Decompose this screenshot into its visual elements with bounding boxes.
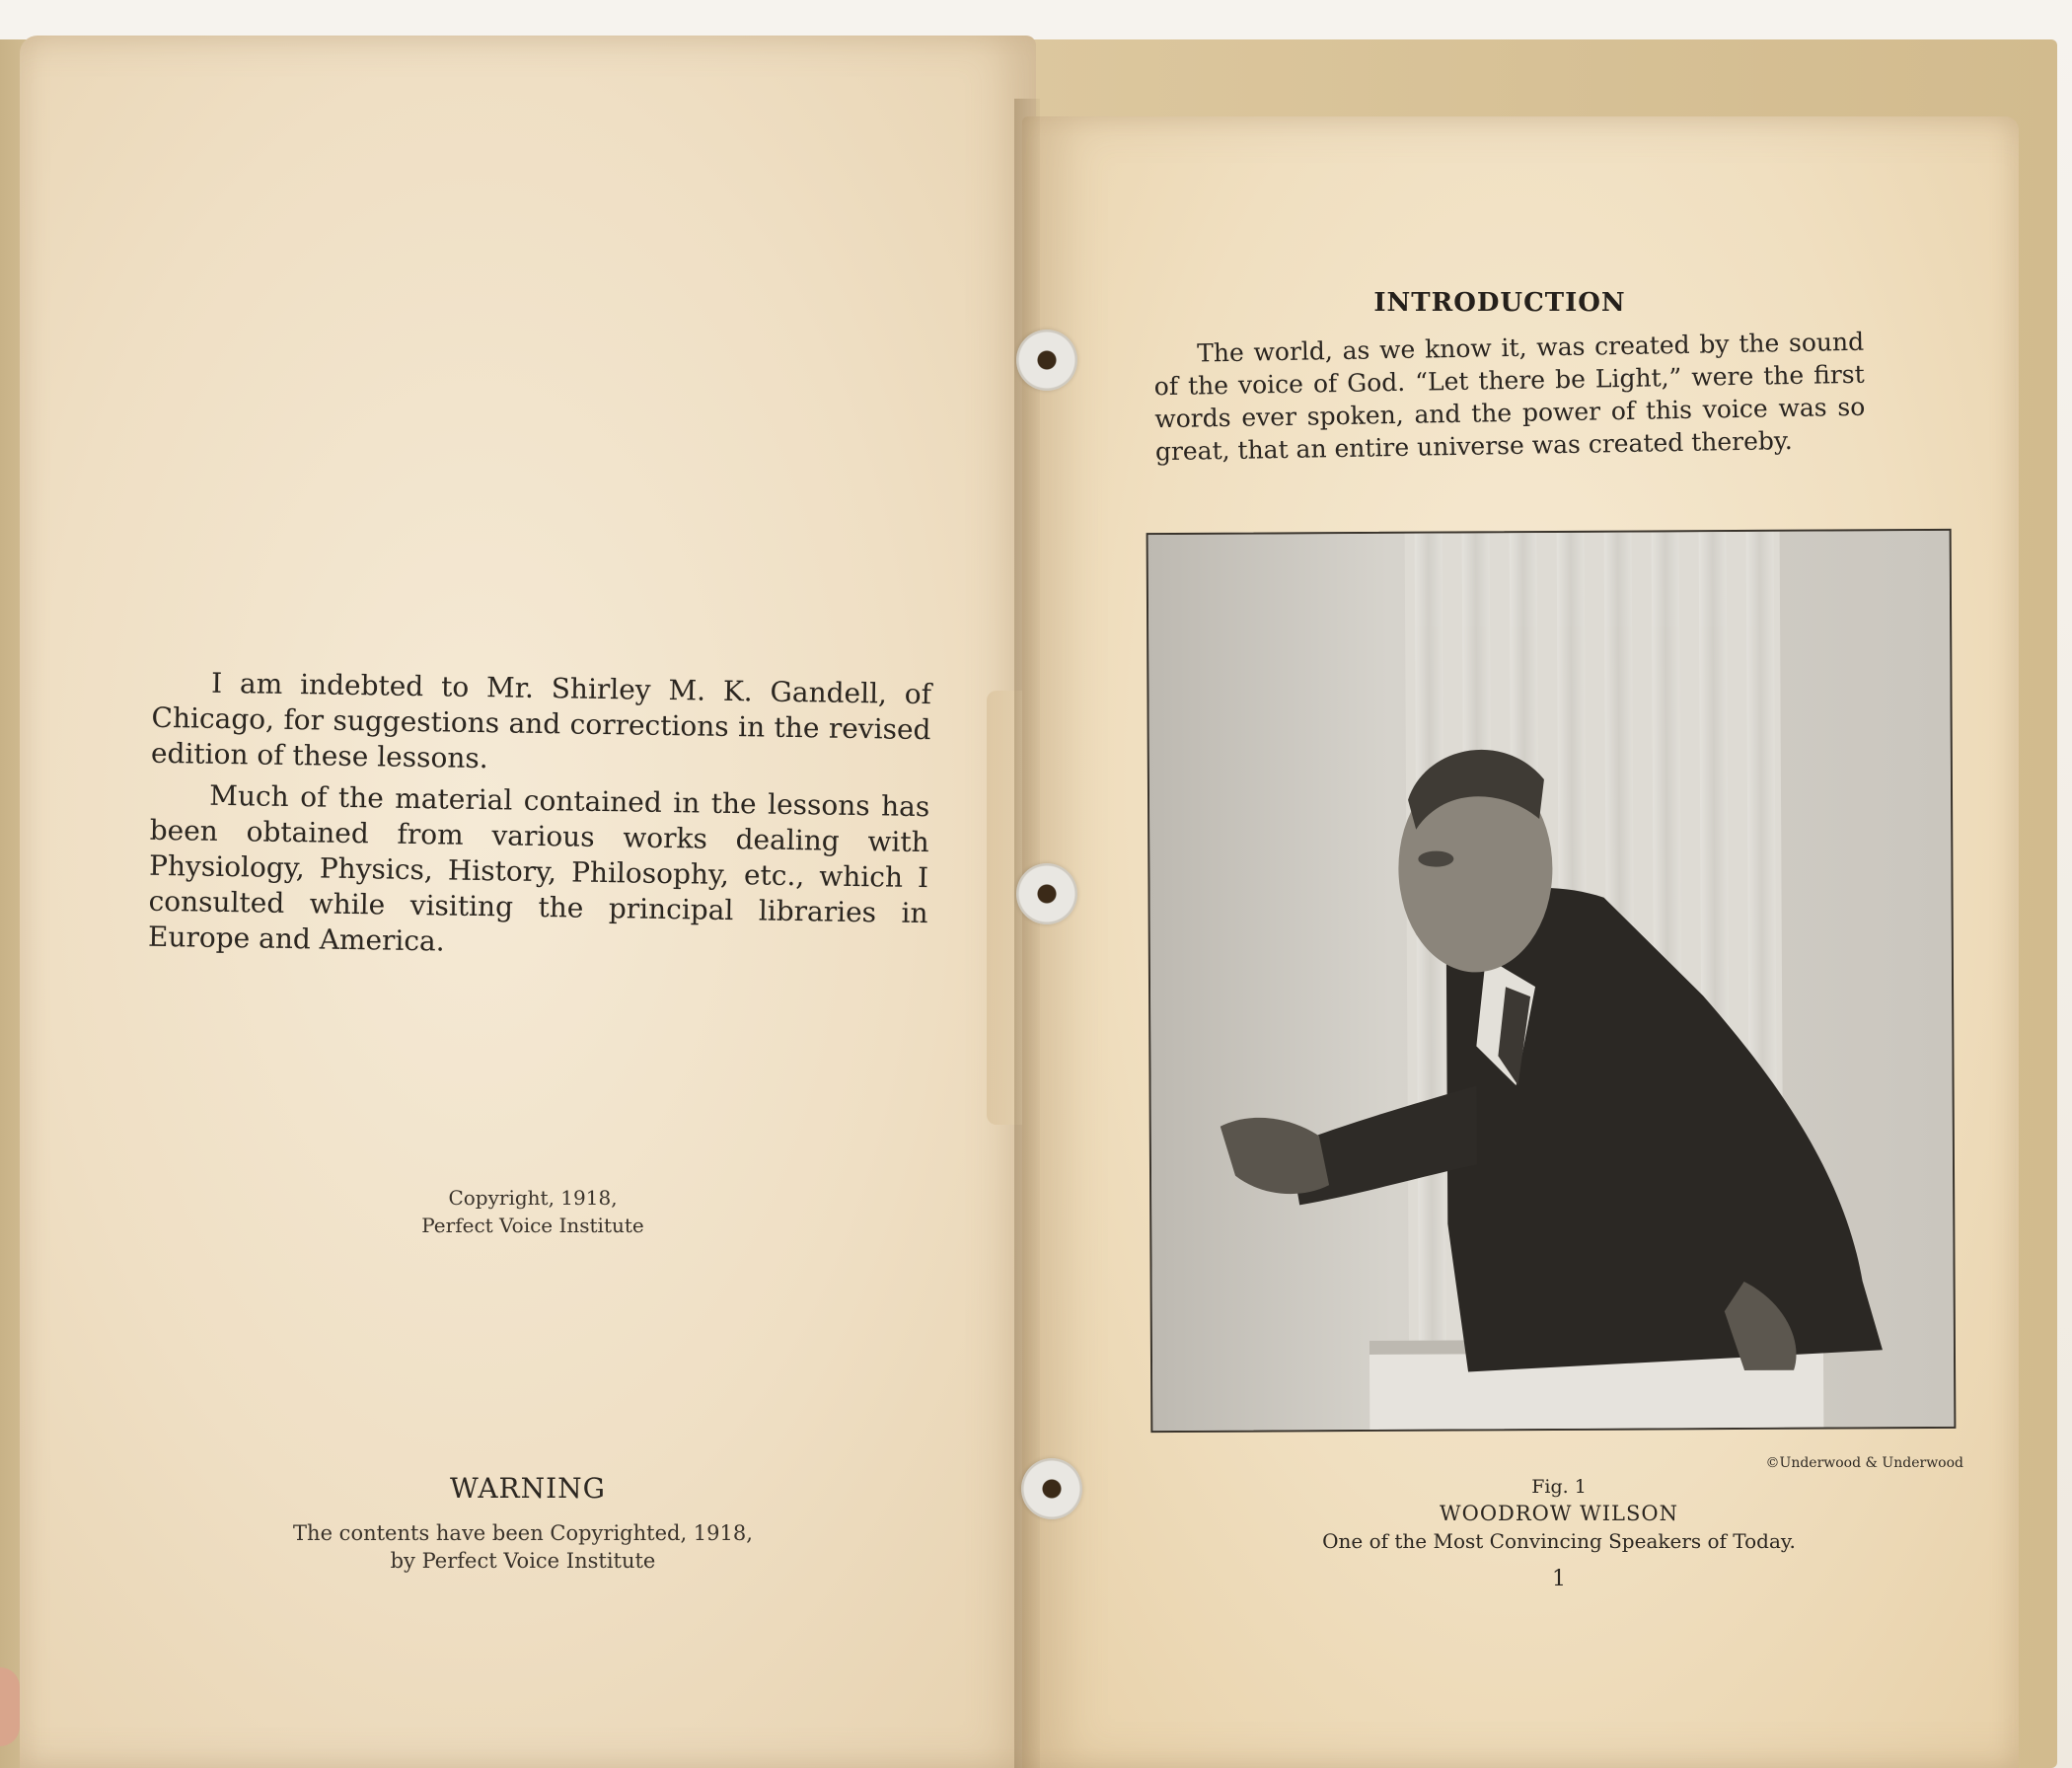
figure-caption bbox=[1273, 1474, 1845, 1555]
figure-subject-name: WOODROW WILSON bbox=[1440, 1502, 1678, 1525]
copyright-line-1: Copyright, 1918, bbox=[448, 1186, 618, 1210]
binder-hole-icon bbox=[1016, 863, 1077, 924]
warning-body bbox=[286, 1519, 760, 1575]
acknowledgement-paragraph-1: I am indebted to Mr. Shirley M. K. Gandell, of Chicago, for suggestions and corrections in the revised edition of these lessons. bbox=[150, 666, 932, 775]
wilson-photograph bbox=[1147, 529, 1957, 1433]
copyright-notice bbox=[375, 1184, 691, 1239]
warning-line-2: by Perfect Voice Institute bbox=[390, 1549, 656, 1573]
introduction-heading: INTRODUCTION bbox=[1373, 288, 1626, 318]
finger-edge bbox=[0, 1667, 20, 1746]
photo-credit: ©Underwood & Underwood bbox=[1765, 1455, 1963, 1471]
copyright-line-2: Perfect Voice Institute bbox=[421, 1214, 644, 1237]
figure-description: One of the Most Convincing Speakers of Today. bbox=[1322, 1529, 1796, 1553]
page-number: 1 bbox=[1552, 1567, 1566, 1591]
acknowledgement-text bbox=[148, 665, 932, 973]
warning-line-1: The contents have been Copyrighted, 1918, bbox=[293, 1521, 753, 1545]
binder-hole-icon bbox=[1021, 1458, 1082, 1519]
introduction-text bbox=[1153, 326, 1866, 469]
warning-title: WARNING bbox=[449, 1472, 607, 1505]
binder-hole-icon bbox=[1016, 330, 1077, 391]
portrait-image bbox=[1148, 531, 1955, 1431]
acknowledgement-paragraph-2: Much of the material contained in the lessons has been obtained from various works dealing with Physiology, Physics, History, Philosophy, etc., which I consulted while visiting the principal libraries in Europe and America. bbox=[147, 778, 930, 958]
figure-number: Fig. 1 bbox=[1531, 1476, 1587, 1498]
introduction-paragraph: The world, as we know it, was created by the sound of the voice of God. “Let there be Light,” were the first words ever spoken, and the power of this voice was so great, that an entire universe was created thereby. bbox=[1153, 327, 1866, 467]
